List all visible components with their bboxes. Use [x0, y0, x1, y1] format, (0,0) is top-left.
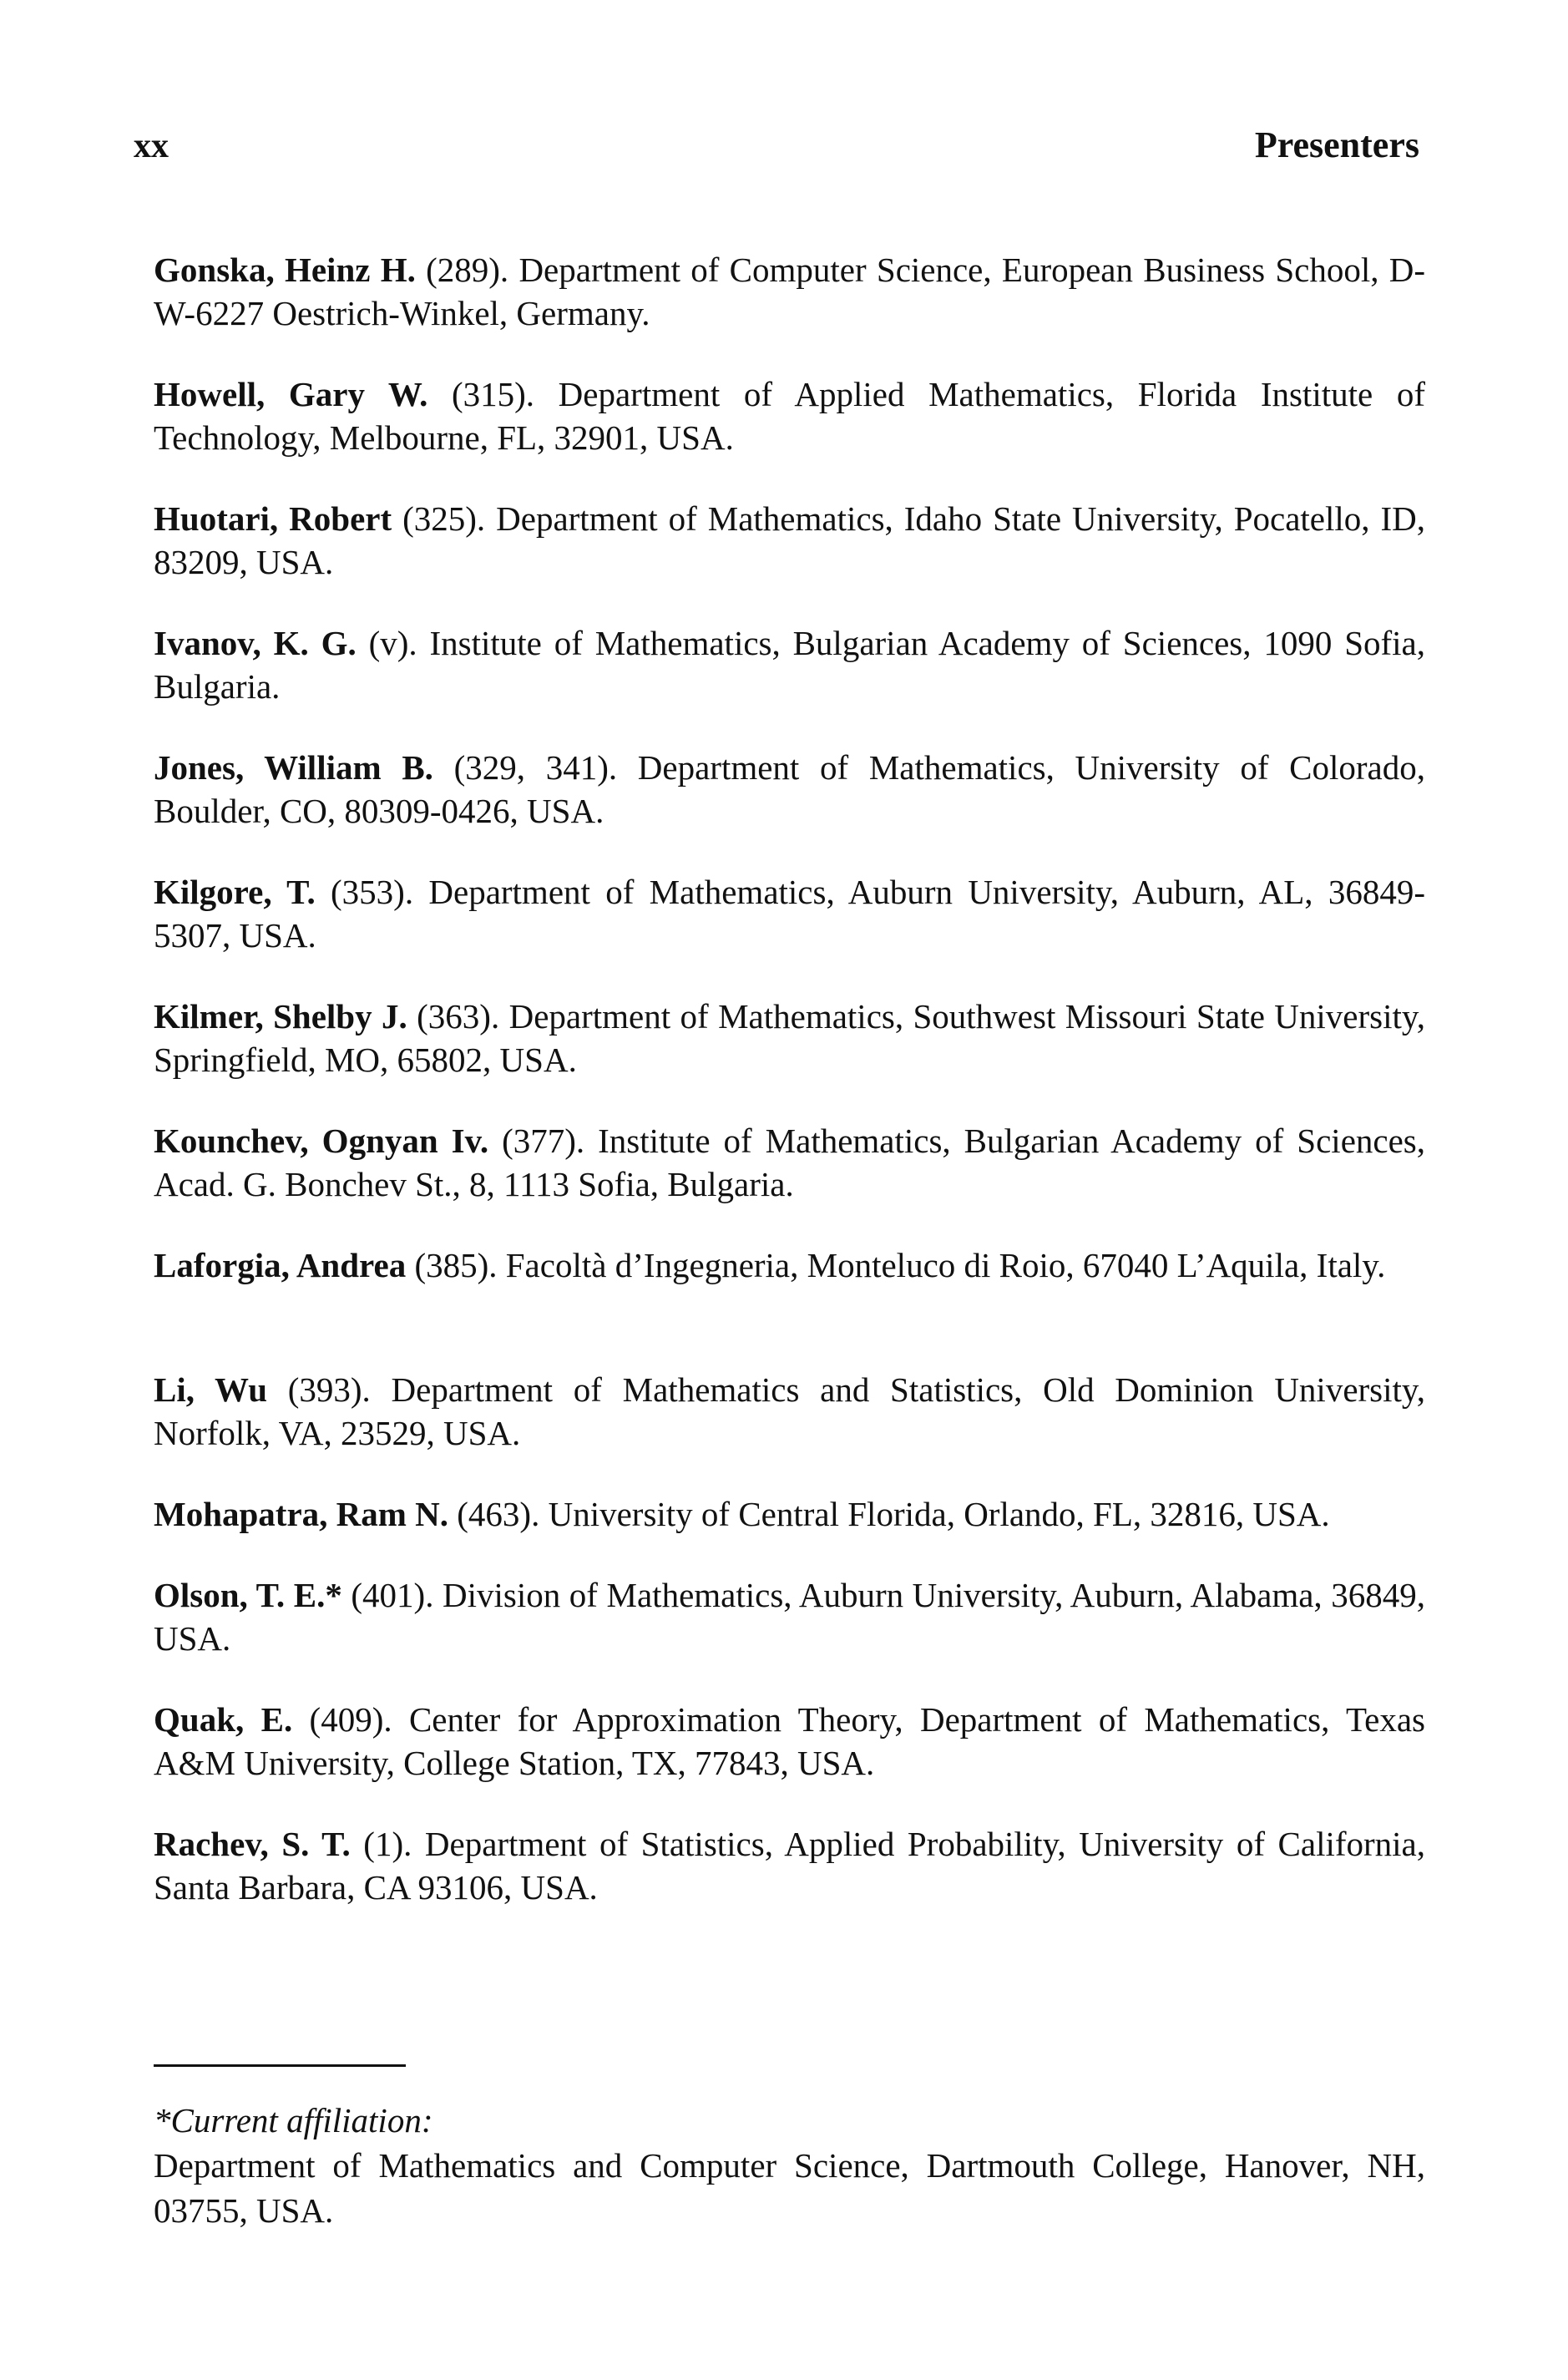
presenter-entry [154, 372, 1425, 459]
presenter-name: Laforgia, Andrea [154, 1246, 407, 1284]
presenter-name: Jones, William B. [154, 748, 433, 787]
presenter-entry [154, 1243, 1425, 1330]
presenter-detail: (315). Department of Applied Mathematics, Florida Institute of Technology, Melbourne, FL, 32901, USA. [154, 375, 1425, 457]
presenter-detail: (289). Department of Computer Science, European Business School, D-W-6227 Oestrich-Winkel, Germany. [154, 251, 1425, 332]
presenter-entry [154, 746, 1425, 833]
presenter-name: Howell, Gary W. [154, 375, 428, 413]
presenter-entry [154, 1119, 1425, 1206]
presenter-detail: (325). Department of Mathematics, Idaho State University, Pocatello, ID, 83209, USA. [154, 499, 1425, 581]
presenter-detail: (409). Center for Approximation Theory, Department of Mathematics, Texas A&M University, College Station, TX, 77843, USA. [154, 1700, 1425, 1782]
presenter-entry [154, 497, 1425, 584]
presenter-detail: (363). Department of Mathematics, Southwest Missouri State University, Springfield, MO, 65802, USA. [154, 997, 1425, 1079]
presenter-entry [154, 1573, 1425, 1660]
presenter-list [154, 248, 1425, 1947]
presenter-name: Ivanov, K. G. [154, 624, 357, 662]
presenter-detail: (377). Institute of Mathematics, Bulgarian Academy of Sciences, Acad. G. Bonchev St., 8, 1113 Sofia, Bulgaria. [154, 1122, 1425, 1203]
presenter-entry [154, 1698, 1425, 1785]
presenter-name: Mohapatra, Ram N. [154, 1495, 449, 1533]
presenter-name: Kounchev, Ognyan Iv. [154, 1122, 489, 1160]
presenter-entry [154, 621, 1425, 708]
presenter-name: Kilmer, Shelby J. [154, 997, 407, 1036]
footnote-text: Department of Mathematics and Computer Science, Dartmouth College, Hanover, NH, 03755, USA. [154, 2146, 1425, 2230]
presenter-entry [154, 248, 1425, 335]
presenter-name: Gonska, Heinz H. [154, 251, 416, 289]
footnote-rule [154, 2064, 406, 2067]
presenter-detail: (1). Department of Statistics, Applied Probability, University of California, Santa Barbara, CA 93106, USA. [154, 1825, 1425, 1907]
footnote-label: *Current affiliation: [154, 2101, 433, 2139]
presenter-name: Rachev, S. T. [154, 1825, 351, 1863]
presenter-name: Olson, T. E.* [154, 1576, 342, 1614]
presenter-entry [154, 995, 1425, 1081]
presenter-detail: (385). Facoltà d’Ingegneria, Monteluco di Roio, 67040 L’Aquila, Italy. [406, 1246, 1386, 1284]
presenter-detail: (353). Department of Mathematics, Auburn University, Auburn, AL, 36849-5307, USA. [154, 873, 1425, 955]
presenter-entry [154, 1822, 1425, 1909]
presenter-detail: (329, 341). Department of Mathematics, University of Colorado, Boulder, CO, 80309-0426, USA. [154, 748, 1425, 830]
presenter-detail: (393). Department of Mathematics and Statistics, Old Dominion University, Norfolk, VA, 23529, USA. [154, 1370, 1425, 1452]
footnote [154, 2098, 1425, 2233]
running-head: Presenters [1254, 124, 1419, 165]
presenter-entry [154, 1368, 1425, 1455]
presenter-detail: (463). University of Central Florida, Orlando, FL, 32816, USA. [448, 1495, 1330, 1533]
presenter-detail: (401). Division of Mathematics, Auburn University, Auburn, Alabama, 36849, USA. [154, 1576, 1425, 1658]
presenter-name: Quak, E. [154, 1700, 293, 1739]
presenter-name: Li, Wu [154, 1370, 268, 1409]
presenter-name: Kilgore, T. [154, 873, 316, 911]
presenter-entry [154, 1492, 1425, 1536]
presenter-name: Huotari, Robert [154, 499, 392, 538]
presenter-detail: (v). Institute of Mathematics, Bulgarian Academy of Sciences, 1090 Sofia, Bulgaria. [154, 624, 1425, 706]
presenter-entry [154, 870, 1425, 957]
page-number: xx [134, 127, 169, 165]
